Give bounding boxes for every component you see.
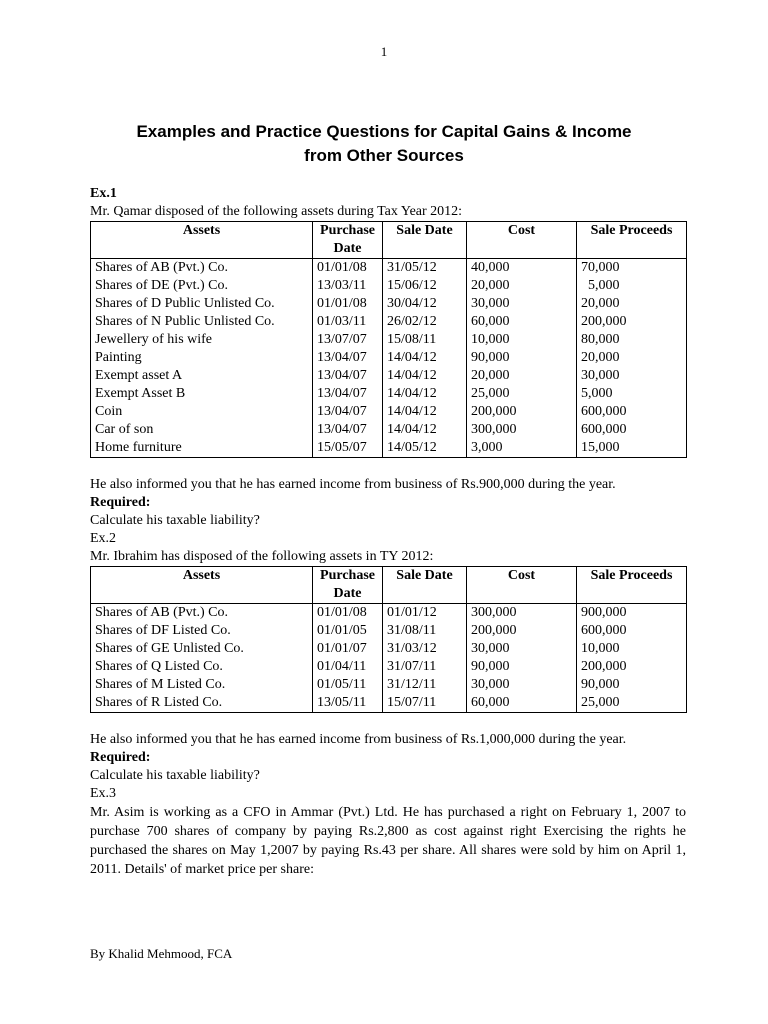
- cell-sale-proceeds: 70,000: [577, 259, 687, 278]
- ex1-note: He also informed you that he has earned income from business of Rs.900,000 during the year.: [90, 477, 616, 492]
- cell-asset: Coin: [91, 403, 313, 421]
- cell-purchase-date: 13/03/11: [313, 277, 383, 295]
- cell-cost: 40,000: [467, 259, 577, 278]
- table-row: [91, 277, 687, 295]
- ex1-table-body: [91, 259, 687, 458]
- cell-cost: 300,000: [467, 421, 577, 439]
- cell-asset: Shares of Q Listed Co.: [91, 658, 313, 676]
- cell-asset: Shares of M Listed Co.: [91, 676, 313, 694]
- document-body: [90, 185, 686, 879]
- cell-asset: Shares of GE Unlisted Co.: [91, 640, 313, 658]
- cell-cost: 20,000: [467, 277, 577, 295]
- title-line-2: from Other Sources: [304, 146, 464, 165]
- footer-author: By Khalid Mehmood, FCA: [90, 946, 233, 961]
- cell-sale-date: 14/04/12: [383, 349, 467, 367]
- ex2-intro: Mr. Ibrahim has disposed of the following assets in TY 2012:: [90, 549, 434, 564]
- cell-purchase-date: 13/04/07: [313, 403, 383, 421]
- cell-cost: 300,000: [467, 604, 577, 623]
- cell-purchase-date: 01/04/11: [313, 658, 383, 676]
- table-row: [91, 676, 687, 694]
- cell-cost: 3,000: [467, 439, 577, 458]
- cell-cost: 90,000: [467, 658, 577, 676]
- ex1-required-label: Required:: [90, 495, 151, 510]
- cell-sale-date: 15/07/11: [383, 694, 467, 713]
- table-header-row: [91, 222, 687, 259]
- cell-sale-proceeds: 80,000: [577, 331, 687, 349]
- cell-sale-date: 15/08/11: [383, 331, 467, 349]
- cell-purchase-date: 13/04/07: [313, 421, 383, 439]
- cell-purchase-date: 13/07/07: [313, 331, 383, 349]
- cell-purchase-date: 01/01/08: [313, 259, 383, 278]
- table-row: [91, 313, 687, 331]
- cell-sale-proceeds: 600,000: [577, 622, 687, 640]
- cell-sale-proceeds: 600,000: [577, 421, 687, 439]
- cell-sale-proceeds: 5,000: [577, 385, 687, 403]
- cell-sale-proceeds: 25,000: [577, 694, 687, 713]
- cell-sale-date: 14/04/12: [383, 421, 467, 439]
- cell-purchase-date: 01/03/11: [313, 313, 383, 331]
- table-row: [91, 367, 687, 385]
- table-row: [91, 259, 687, 278]
- cell-sale-proceeds: 200,000: [577, 658, 687, 676]
- cell-sale-proceeds: 600,000: [577, 403, 687, 421]
- cell-sale-proceeds: 90,000: [577, 676, 687, 694]
- table-row: [91, 385, 687, 403]
- cell-sale-date: 14/04/12: [383, 403, 467, 421]
- col-header-assets: Assets: [91, 567, 313, 604]
- cell-asset: Home furniture: [91, 439, 313, 458]
- cell-sale-proceeds: 20,000: [577, 295, 687, 313]
- ex2-table-body: [91, 604, 687, 713]
- cell-cost: 30,000: [467, 676, 577, 694]
- cell-purchase-date: 01/01/07: [313, 640, 383, 658]
- page-number: 1: [380, 44, 388, 59]
- cell-sale-proceeds: 15,000: [577, 439, 687, 458]
- table-row: [91, 331, 687, 349]
- cell-sale-date: 15/06/12: [383, 277, 467, 295]
- cell-asset: Shares of AB (Pvt.) Co.: [91, 259, 313, 278]
- cell-sale-date: 31/03/12: [383, 640, 467, 658]
- ex2-required-text: Calculate his taxable liability?: [90, 768, 260, 783]
- table-row: [91, 439, 687, 458]
- cell-sale-proceeds: 5,000: [577, 277, 687, 295]
- cell-purchase-date: 01/01/05: [313, 622, 383, 640]
- cell-cost: 60,000: [467, 313, 577, 331]
- table-row: [91, 694, 687, 713]
- ex2-required-label: Required:: [90, 750, 151, 765]
- cell-sale-date: 26/02/12: [383, 313, 467, 331]
- cell-purchase-date: 01/01/08: [313, 604, 383, 623]
- col-header-sale-date: Sale Date: [383, 222, 467, 259]
- cell-cost: 60,000: [467, 694, 577, 713]
- cell-sale-date: 31/08/11: [383, 622, 467, 640]
- cell-asset: Shares of AB (Pvt.) Co.: [91, 604, 313, 623]
- cell-sale-date: 31/07/11: [383, 658, 467, 676]
- cell-asset: Shares of DE (Pvt.) Co.: [91, 277, 313, 295]
- col-header-purchase-date: Purchase Date: [313, 222, 383, 259]
- cell-sale-proceeds: 900,000: [577, 604, 687, 623]
- col-header-sale-proceeds: Sale Proceeds: [577, 567, 687, 604]
- cell-asset: Exempt asset A: [91, 367, 313, 385]
- cell-sale-proceeds: 20,000: [577, 349, 687, 367]
- cell-asset: Car of son: [91, 421, 313, 439]
- cell-cost: 200,000: [467, 622, 577, 640]
- cell-sale-date: 30/04/12: [383, 295, 467, 313]
- cell-purchase-date: 13/04/07: [313, 349, 383, 367]
- cell-purchase-date: 01/01/08: [313, 295, 383, 313]
- ex2-note: He also informed you that he has earned income from business of Rs.1,000,000 during the year.: [90, 732, 627, 747]
- cell-purchase-date: 13/04/07: [313, 385, 383, 403]
- cell-sale-date: 31/12/11: [383, 676, 467, 694]
- cell-sale-proceeds: 30,000: [577, 367, 687, 385]
- ex3-heading: Ex.3: [90, 786, 117, 801]
- title-line-1: Examples and Practice Questions for Capital Gains & Income: [136, 122, 632, 141]
- cell-cost: 30,000: [467, 640, 577, 658]
- document-title: [0, 120, 768, 168]
- col-header-assets: Assets: [91, 222, 313, 259]
- col-header-sale-date: Sale Date: [383, 567, 467, 604]
- col-header-cost: Cost: [467, 567, 577, 604]
- cell-purchase-date: 01/05/11: [313, 676, 383, 694]
- ex1-intro: Mr. Qamar disposed of the following assets during Tax Year 2012:: [90, 204, 463, 219]
- table-row: [91, 658, 687, 676]
- table-header-row: [91, 567, 687, 604]
- table-row: [91, 349, 687, 367]
- ex2-assets-table: [90, 566, 687, 713]
- ex3-text: Mr. Asim is working as a CFO in Ammar (Pvt.) Ltd. He has purchased a right on February 1, 2007 to purchase 700 shares of company by paying Rs.2,800 as cost against right Exercising the rights he purchased the shares on May 1,2007 by paying Rs.43 per share. All shares were sold by him on April 1, 2011. Details' of market price per share:: [90, 805, 686, 877]
- cell-sale-date: 01/01/12: [383, 604, 467, 623]
- cell-purchase-date: 15/05/07: [313, 439, 383, 458]
- cell-sale-date: 14/04/12: [383, 367, 467, 385]
- cell-purchase-date: 13/04/07: [313, 367, 383, 385]
- table-row: [91, 640, 687, 658]
- cell-cost: 90,000: [467, 349, 577, 367]
- table-row: [91, 604, 687, 623]
- cell-asset: Exempt Asset B: [91, 385, 313, 403]
- cell-cost: 25,000: [467, 385, 577, 403]
- cell-asset: Painting: [91, 349, 313, 367]
- col-header-cost: Cost: [467, 222, 577, 259]
- cell-asset: Shares of N Public Unlisted Co.: [91, 313, 313, 331]
- ex1-assets-table: [90, 221, 687, 458]
- ex2-heading: Ex.2: [90, 531, 117, 546]
- cell-cost: 10,000: [467, 331, 577, 349]
- col-header-sale-proceeds: Sale Proceeds: [577, 222, 687, 259]
- cell-sale-proceeds: 200,000: [577, 313, 687, 331]
- col-header-purchase-date: Purchase Date: [313, 567, 383, 604]
- cell-cost: 30,000: [467, 295, 577, 313]
- table-row: [91, 622, 687, 640]
- ex1-required-text: Calculate his taxable liability?: [90, 513, 260, 528]
- cell-asset: Shares of DF Listed Co.: [91, 622, 313, 640]
- cell-purchase-date: 13/05/11: [313, 694, 383, 713]
- cell-cost: 200,000: [467, 403, 577, 421]
- cell-cost: 20,000: [467, 367, 577, 385]
- ex1-heading: Ex.1: [90, 186, 117, 201]
- table-row: [91, 421, 687, 439]
- cell-sale-proceeds: 10,000: [577, 640, 687, 658]
- table-row: [91, 403, 687, 421]
- cell-asset: Shares of R Listed Co.: [91, 694, 313, 713]
- cell-asset: Jewellery of his wife: [91, 331, 313, 349]
- table-row: [91, 295, 687, 313]
- cell-sale-date: 14/05/12: [383, 439, 467, 458]
- cell-sale-date: 14/04/12: [383, 385, 467, 403]
- cell-sale-date: 31/05/12: [383, 259, 467, 278]
- cell-asset: Shares of D Public Unlisted Co.: [91, 295, 313, 313]
